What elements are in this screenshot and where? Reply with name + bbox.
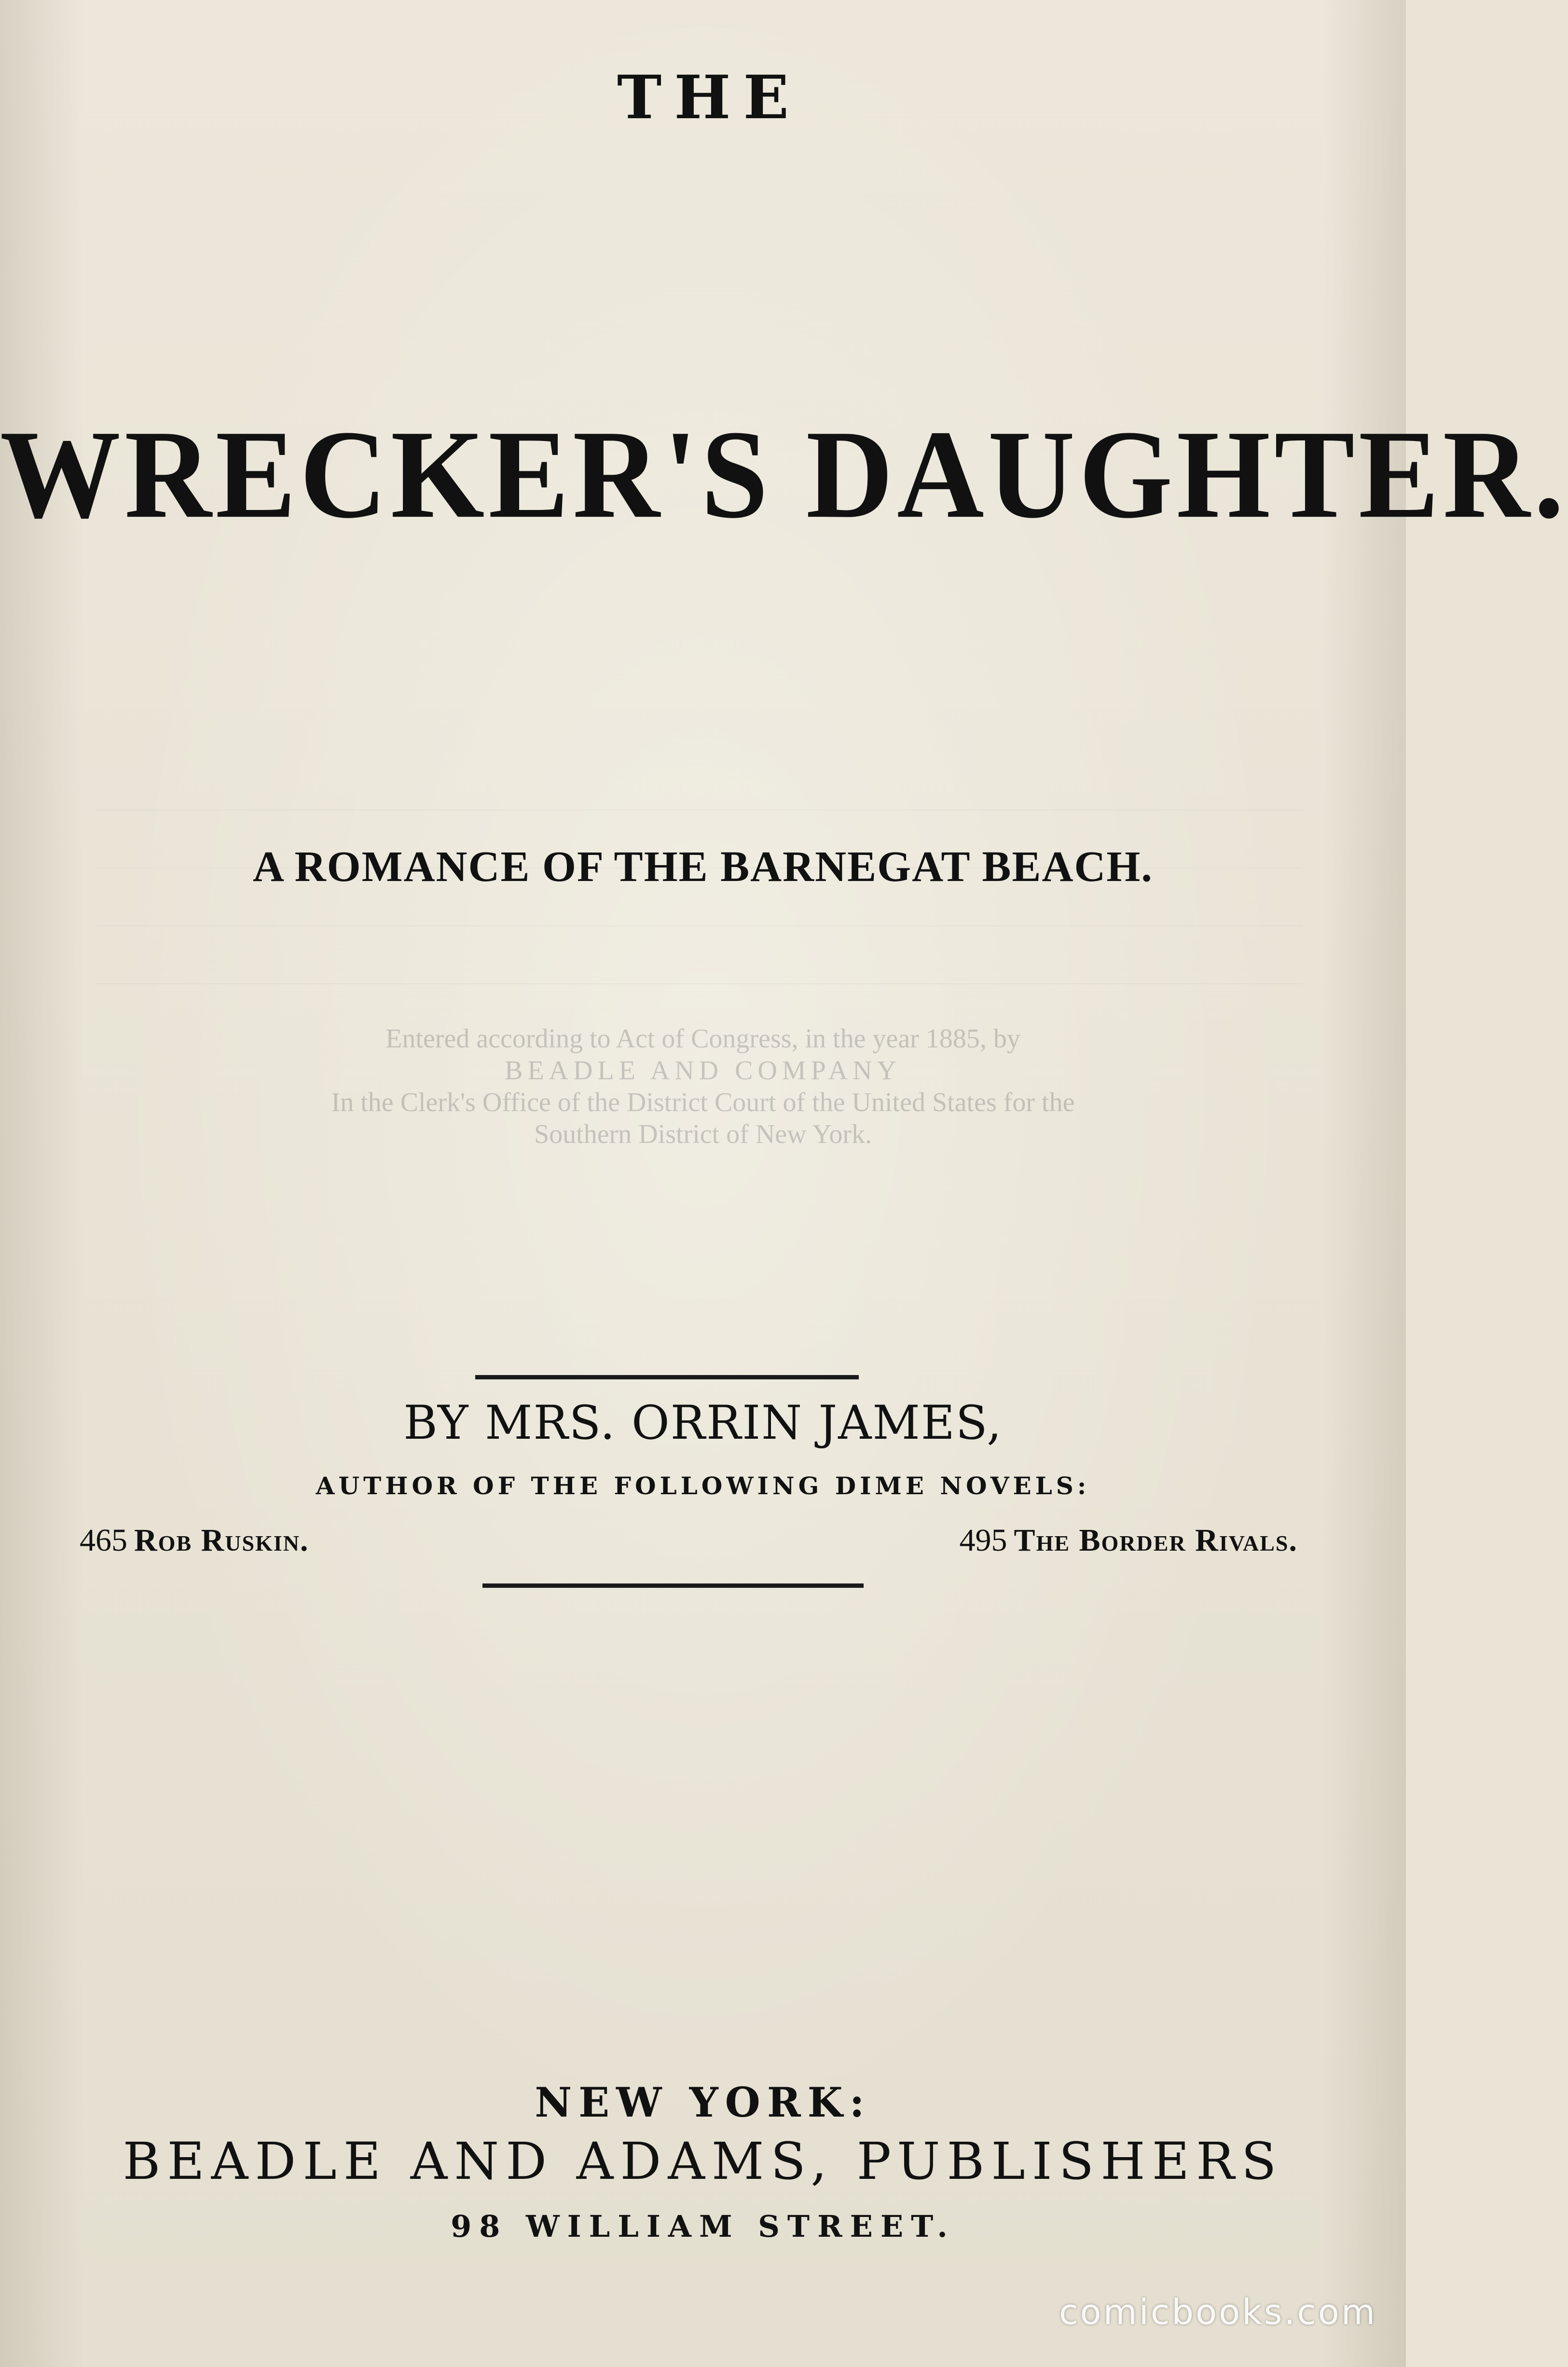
copyright-notice — [0, 1023, 1406, 1150]
divider-rule — [475, 1375, 859, 1379]
novel-number: 465 — [80, 1523, 127, 1558]
imprint-address: 98 WILLIAM STREET. — [451, 2209, 955, 2244]
divider-rule — [482, 1583, 864, 1588]
copyright-line: BEADLE AND COMPANY — [504, 1056, 901, 1086]
novel-list — [80, 1522, 1298, 1559]
book-subtitle: A ROMANCE OF THE BARNEGAT BEACH. — [253, 843, 1153, 891]
book-title: WRECKER'S DAUGHTER. — [0, 404, 1568, 545]
novel-number: 495 — [959, 1523, 1007, 1558]
copyright-line: Southern District of New York. — [534, 1119, 872, 1149]
imprint-publisher: BEADLE AND ADAMS, PUBLISHERS — [123, 2132, 1283, 2191]
novel-title: The Border Rivals. — [1014, 1523, 1298, 1558]
novel-entry — [80, 1522, 309, 1559]
heading-the: THE — [617, 63, 801, 133]
author-byline: BY MRS. ORRIN JAMES, — [403, 1396, 1003, 1450]
novel-title: Rob Ruskin. — [134, 1523, 309, 1558]
copyright-line: Entered according to Act of Congress, in the year 1885, by — [385, 1024, 1020, 1054]
works-heading: AUTHOR OF THE FOLLOWING DIME NOVELS: — [316, 1472, 1090, 1500]
site-watermark: comicbooks.com — [1059, 2292, 1377, 2332]
copyright-line: In the Clerk's Office of the District Court of the United States for the — [331, 1087, 1075, 1117]
imprint-city: NEW YORK: — [535, 2078, 871, 2126]
novel-entry — [960, 1522, 1298, 1559]
